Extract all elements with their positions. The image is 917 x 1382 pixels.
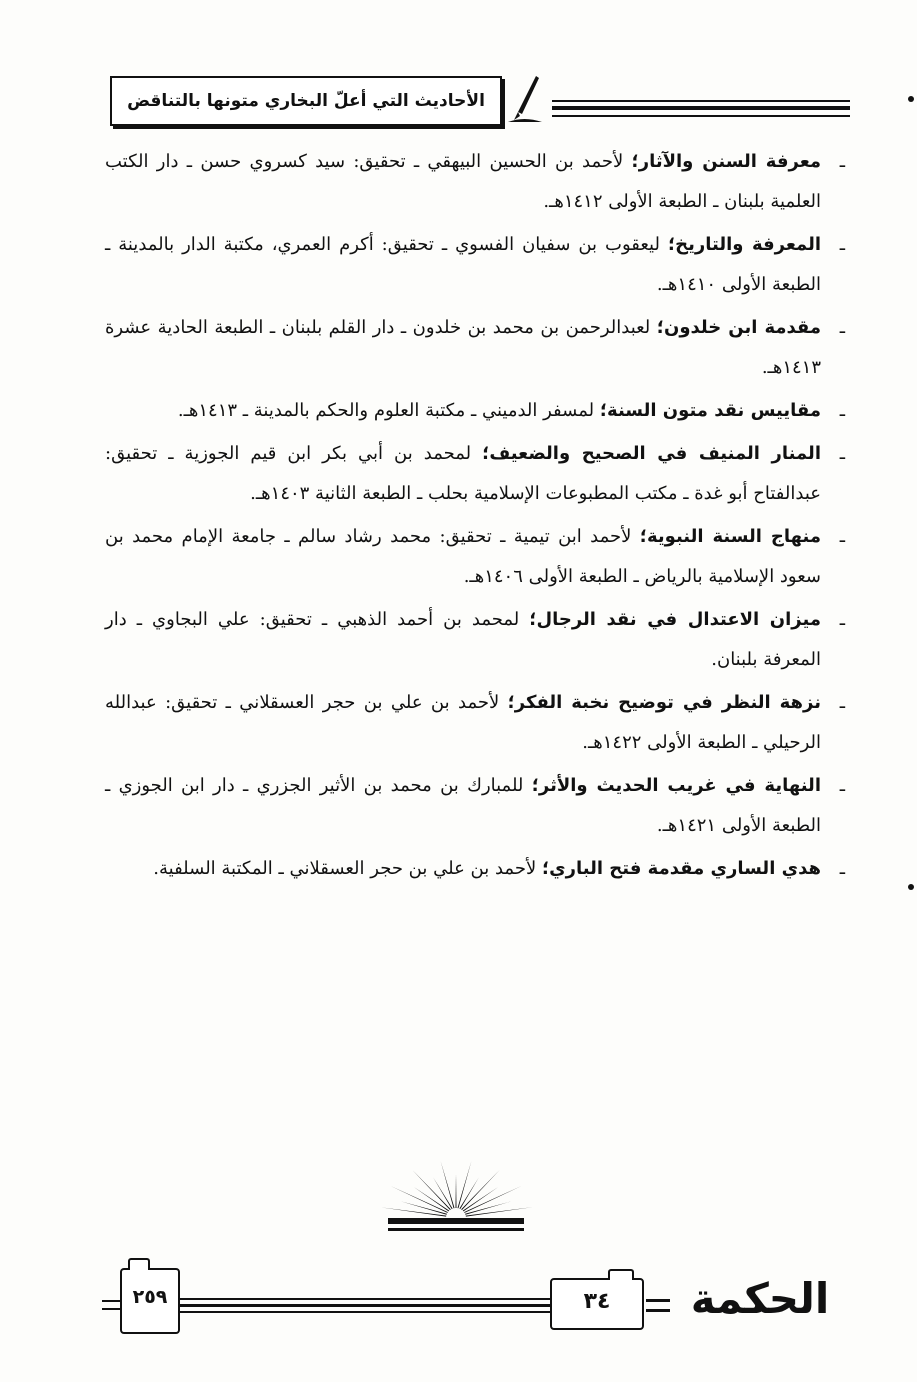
header-rule xyxy=(552,106,850,110)
bibliography-list xyxy=(105,142,845,892)
entry-details: لمحمد بن أحمد الذهبي ـ تحقيق: علي البجاوي ـ دار المعرفة بلبنان. xyxy=(105,609,821,670)
running-header xyxy=(110,76,502,126)
entry-book-title: معرفة السنن والآثار؛ xyxy=(631,151,822,172)
ornament-ray xyxy=(465,1201,511,1214)
entry-bullet-dash: ـ xyxy=(839,858,845,879)
entry-details: لعبدالرحمن بن محمد بن خلدون ـ دار القلم بلبنان ـ الطبعة الحادية عشرة ١٤١٣هـ. xyxy=(105,317,821,378)
entry-bullet-dash: ـ xyxy=(839,151,845,172)
ornament-ray xyxy=(464,1186,521,1213)
entry-bullet-dash: ـ xyxy=(839,443,845,464)
entry-details: للمبارك بن محمد بن الأثير الجزري ـ دار ابن الجوزي ـ الطبعة الأولى ١٤٢١هـ. xyxy=(105,775,821,836)
entry-bullet-dash: ـ xyxy=(839,526,845,547)
bibliography-entry xyxy=(105,391,845,431)
entry-book-title: مقدمة ابن خلدون؛ xyxy=(656,317,821,338)
ornament-ray xyxy=(401,1201,447,1214)
issue-number: ٣٤ xyxy=(583,1289,611,1314)
entry-book-title: مقاييس نقد متون السنة؛ xyxy=(599,400,821,421)
entry-book-title: المعرفة والتاريخ؛ xyxy=(667,234,822,255)
entry-book-title: نزهة النظر في توضيح نخبة الفكر؛ xyxy=(507,692,821,713)
bibliography-entry xyxy=(105,683,845,763)
footer-rule xyxy=(178,1298,550,1300)
scan-mark xyxy=(908,884,914,890)
bibliography-entry xyxy=(105,142,845,222)
bibliography-entry xyxy=(105,517,845,597)
entry-bullet-dash: ـ xyxy=(839,775,845,796)
sunburst-ornament-icon xyxy=(376,1152,536,1238)
page-number-box xyxy=(120,1268,180,1334)
entry-book-title: المنار المنيف في الصحيح والضعيف؛ xyxy=(482,443,821,464)
footer-rule xyxy=(102,1308,120,1310)
issue-number-box xyxy=(550,1278,644,1330)
ornament-ray xyxy=(379,1207,446,1216)
footer-rule xyxy=(178,1311,550,1313)
footer-rule xyxy=(102,1300,120,1302)
bibliography-entry xyxy=(105,225,845,305)
entry-bullet-dash: ـ xyxy=(839,317,845,338)
entry-bullet-dash: ـ xyxy=(839,609,845,630)
entry-book-title: منهاج السنة النبوية؛ xyxy=(639,526,821,547)
bibliography-entry xyxy=(105,434,845,514)
entry-bullet-dash: ـ xyxy=(839,234,845,255)
bibliography-entry xyxy=(105,849,845,889)
footer-rule xyxy=(646,1299,670,1302)
entry-details: لأحمد بن علي بن حجر العسقلاني ـ المكتبة السلفية. xyxy=(153,858,542,879)
entry-details: لمسفر الدميني ـ مكتبة العلوم والحكم بالمدينة ـ ١٤١٣هـ. xyxy=(177,400,600,421)
bibliography-entry xyxy=(105,766,845,846)
entry-book-title: النهاية في غريب الحديث والأثر؛ xyxy=(531,775,821,796)
ornament-ray xyxy=(456,1174,457,1208)
entry-bullet-dash: ـ xyxy=(839,692,845,713)
footer-rule xyxy=(646,1309,670,1312)
entry-details: لأحمد بن علي بن حجر العسقلاني ـ تحقيق: عبدالله الرحيلي ـ الطبعة الأولى ١٤٢٢هـ. xyxy=(105,692,821,753)
entry-details: لأحمد ابن تيمية ـ تحقيق: محمد رشاد سالم ـ جامعة الإمام محمد بن سعود الإسلامية بالرياض ـ الطبعة الأولى ١٤٠٦هـ. xyxy=(105,526,821,587)
page-number: ٢٥٩ xyxy=(132,1286,168,1308)
bibliography-entry xyxy=(105,600,845,680)
footer-rule xyxy=(178,1304,550,1307)
entry-book-title: هدي الساري مقدمة فتح الباري؛ xyxy=(541,858,821,879)
header-rule xyxy=(552,100,850,102)
journal-logo: الحكمة xyxy=(690,1274,830,1323)
ornament-ray xyxy=(466,1207,533,1216)
entry-book-title: ميزان الاعتدال في نقد الرجال؛ xyxy=(529,609,821,630)
ornament-ray xyxy=(391,1186,448,1213)
quill-pen-icon xyxy=(506,74,544,124)
running-header-title: الأحاديث التي أعلّ البخاري متونها بالتناقض xyxy=(127,91,485,111)
entry-bullet-dash: ـ xyxy=(839,400,845,421)
scan-mark xyxy=(908,96,914,102)
entry-details: لمحمد بن أبي بكر ابن قيم الجوزية ـ تحقيق: عبدالفتاح أبو غدة ـ مكتب المطبوعات الإسلامية بحلب ـ الطبعة الثانية ١٤٠٣هـ. xyxy=(105,443,821,504)
header-rule xyxy=(552,115,850,117)
entry-details: لأحمد بن الحسين البيهقي ـ تحقيق: سيد كسروي حسن ـ دار الكتب العلمية بلبنان ـ الطبعة الأولى ١٤١٢هـ. xyxy=(105,151,821,212)
entry-details: ليعقوب بن سفيان الفسوي ـ تحقيق: أكرم العمري، مكتبة الدار بالمدينة ـ الطبعة الأولى ١٤١٠هـ. xyxy=(105,234,821,295)
bibliography-entry xyxy=(105,308,845,388)
